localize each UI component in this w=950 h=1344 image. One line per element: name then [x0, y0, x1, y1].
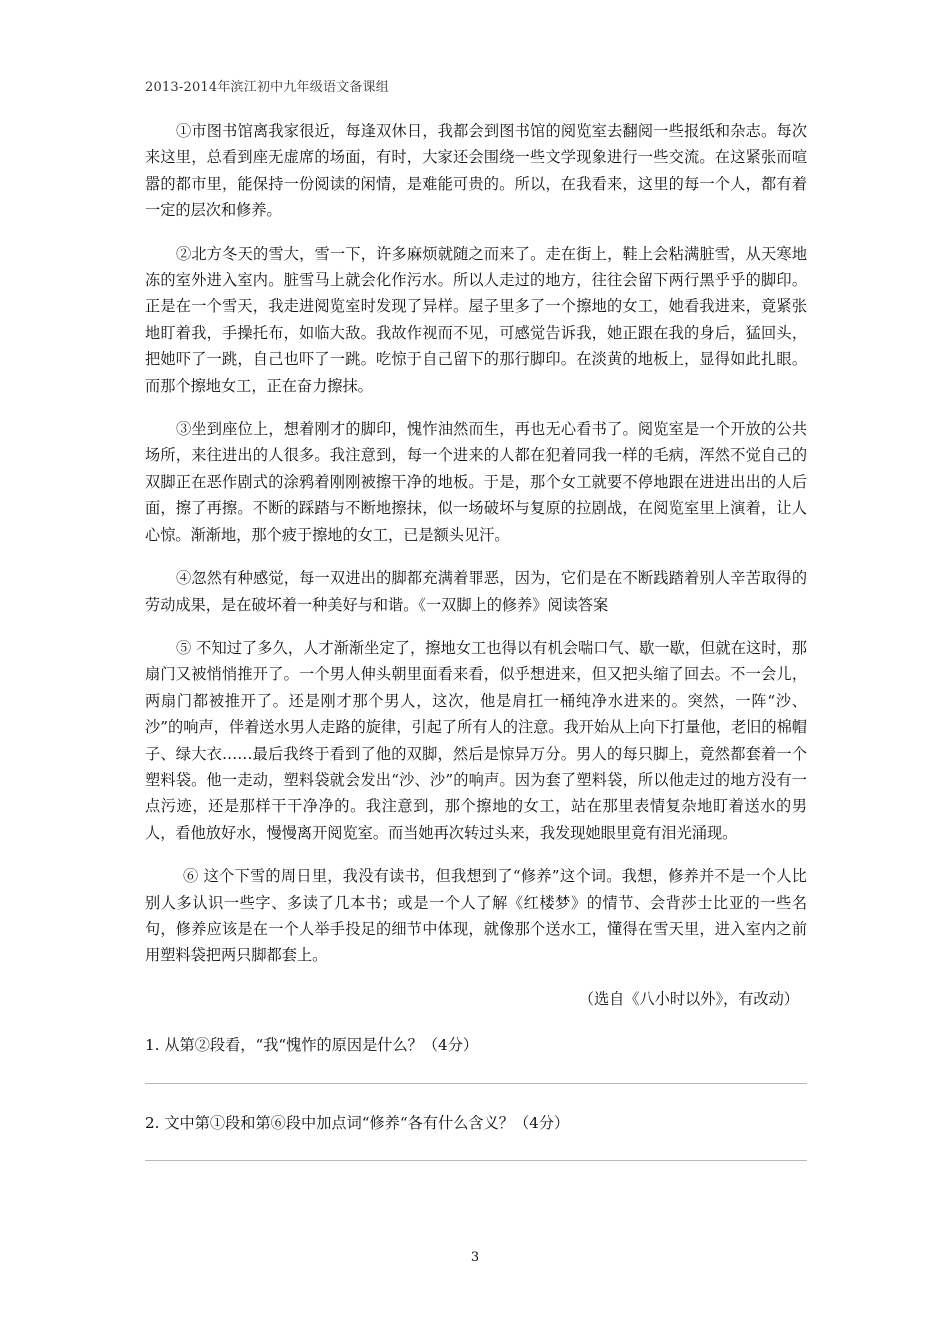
question-1: 1. 从第②段看，“我“愧怍的原因是什么？（4分） [145, 1036, 479, 1055]
paragraph-2: ②北方冬天的雪大，雪一下，许多麻烦就随之而来了。走在街上，鞋上会粘满脏雪，从天寒地冻的室外进入室内。脏雪马上就会化作污水。所以人走过的地方，往往会留下两行黑乎乎的脚印。正是在一个雪天，我走进阅览室时发现了异样。屋子里多了一个擦地的女工，她看我进来，竟紧张地盯着我，手操托布，如临大敌。我故作视而不见，可感觉告诉我，她正跟在我的身后，猛回头，把她吓了一跳，自己也吓了一跳。吃惊于自己留下的那行脚印。在淡黄的地板上，显得如此扎眼。而那个擦地女工，正在奋力擦抹。 [145, 244, 807, 395]
article-body [145, 118, 807, 1187]
page-number: 3 [470, 1250, 480, 1265]
source-note: （选自《八小时以外》，有改动） [578, 989, 799, 1008]
paragraph-6: ⑥ 这个下雪的周日里，我没有读书，但我想到了“修养”这个词。我想，修养并不是一个人比别人多认识一些字、多读了几本书；或是一个人了解《红楼梦》的情节、会背莎士比亚的一些名句，修养应该是在一个人举手投足的细节中体现，就像那个送水工，懂得在雪天里，进入室内之前用塑料袋把两只脚都套上。 [145, 867, 807, 965]
paragraph-3: ③坐到座位上，想着刚才的脚印，愧怍油然而生，再也无心看书了。阅览室是一个开放的公共场所，来往进出的人很多。我注意到，每一个进来的人都在犯着同我一样的毛病，浑然不觉自己的双脚正在恶作剧式的涂鸦着刚刚被擦干净的地板。于是，那个女工就要不停地跟在进进出出的人后面，擦了再擦。不断的踩踏与不断地擦抹，似一场破坏与复原的拉剧战，在阅览室里上演着，让人心惊。渐渐地，那个疲于擦地的女工，已是额头见汗。 [145, 420, 807, 544]
paragraph-5: ⑤ 不知过了多久，人才渐渐坐定了，擦地女工也得以有机会喘口气、歇一歇，但就在这时，那扇门又被悄悄推开了。一个男人伸头朝里面看来看，似乎想进来，但又把头缩了回去。不一会儿，两扇门都被推开了。还是刚才那个男人，这次，他是肩扛一桶纯净水进来的。突然，一阵“沙、沙”的响声，伴着送水男人走路的旋律，引起了所有人的注意。我开始从上向下打量他，老旧的棉帽子、绿大衣……最后我终于看到了他的双脚，然后是惊异万分。男人的每只脚上，竟然都套着一个塑料袋。他一走动，塑料袋就会发出“沙、沙”的响声。因为套了塑料袋，所以他走过的地方没有一点污迹，还是那样干干净净的。我注意到，那个擦地的女工，站在那里表情复杂地盯着送水的男人，看他放好水，慢慢离开阅览室。而当她再次转过头来，我发现她眼里竟有泪光涌现。 [145, 638, 807, 842]
paragraph-4: ④忽然有种感觉，每一双进出的脚都充满着罪恶，因为，它们是在不断践踏着别人辛苦取得的劳动成果，是在破坏着一种美好与和谐。《一双脚上的修养》阅读答案 [145, 569, 807, 614]
paragraph-1: ①市图书馆离我家很近，每逢双休日，我都会到图书馆的阅览室去翻阅一些报纸和杂志。每次来这里，总看到座无虚席的场面，有时，大家还会围绕一些文学现象进行一些交流。在这紧张而喧嚣的都市里，能保持一份阅读的闲情，是难能可贵的。所以，在我看来，这里的每一个人，都有着一定的层次和修养。 [145, 122, 807, 220]
question-2: 2. 文中第①段和第⑥段中加点词“修养“各有什么含义？（4分） [145, 1113, 570, 1132]
answer-line-1 [145, 1083, 807, 1084]
answer-line-2 [145, 1160, 807, 1161]
page-header: 2013-2014年滨江初中九年级语文备课组 [145, 80, 389, 95]
